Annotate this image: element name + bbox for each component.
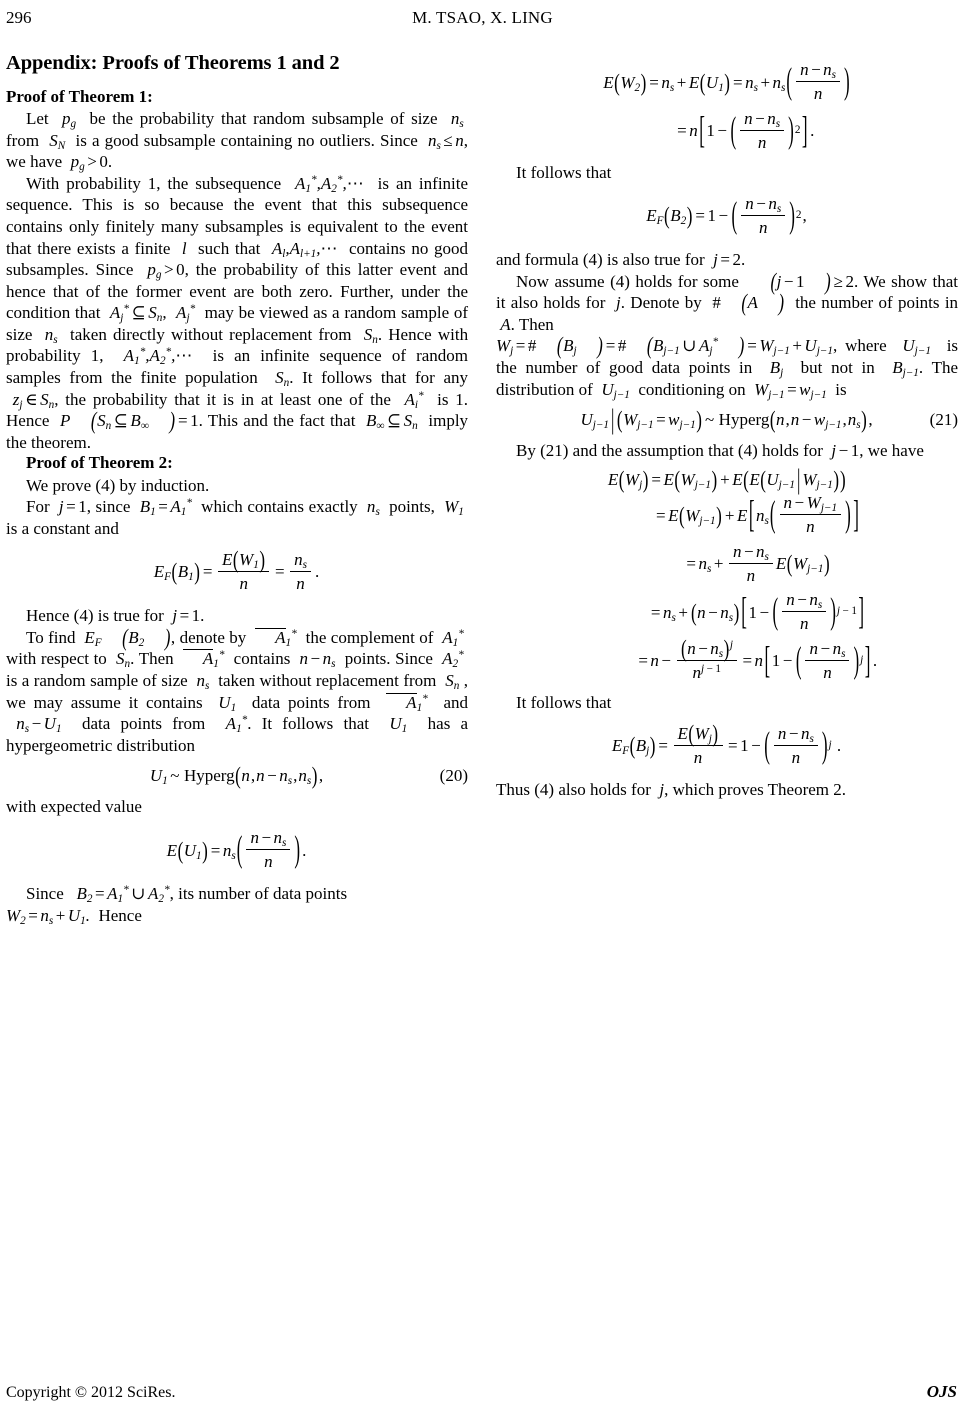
math-Uj-minus-1: $U_{j-1}$ [894, 336, 931, 358]
math-pg: $p_g$ [55, 108, 77, 131]
paragraph-it-follows-2: It follows that [516, 692, 612, 712]
copyright-notice: Copyright © 2012 SciRes. [6, 1384, 176, 1401]
text-fragment: , we have [859, 441, 924, 461]
text-fragment: . [741, 250, 746, 270]
text-fragment: and [443, 692, 469, 712]
text-fragment: imply the theorem. [6, 411, 469, 452]
math-Sn4: $S_n$ [440, 670, 460, 693]
journal-abbreviation: OJS [926, 1382, 957, 1401]
math-W2-eq: $W_2 = n_s + U_1$. [6, 905, 95, 928]
text-fragment: be the probability that random subsample of size [89, 108, 438, 128]
text-fragment: , where [832, 336, 887, 356]
text-fragment: . Then [510, 314, 554, 334]
text-fragment: with respect to [6, 649, 107, 669]
text-fragment: , the probability that it is in at least one of the [54, 389, 391, 409]
math-ns4: $n_s$ [192, 670, 210, 693]
text-fragment: , its number of data points [169, 884, 348, 904]
paragraph-theorem1-intro [6, 108, 468, 173]
math-A1star2: $A_1^*$ [215, 714, 248, 736]
text-fragment: is a good subsample containing no outliers. Since [75, 130, 418, 150]
text-fragment: which contains exactly [201, 497, 358, 517]
equation-line: E ( $W_j$ ) = E ( $W_{j-1}$ ) + E ( E ( $U_{j-1}$ | $W_{j-1}$ ) ) [607, 462, 846, 496]
math-j-final: j [655, 779, 665, 799]
text-fragment: Now assume (4) holds for some [516, 271, 739, 291]
text-fragment: data points from [251, 692, 371, 712]
text-fragment: is an infinite sequence. This is so because the event that this subsequence contains only finitely many subsamples is equivalent to the event that there exists a finite [6, 173, 469, 258]
text-fragment: . It follows that for any [289, 368, 468, 388]
equation-line: = n [ 1 − ( $\frac{n - n_s}{n}$ ) 2 ] . [677, 108, 815, 152]
math-pg-gt-0: $p_g > 0$ [66, 152, 108, 174]
text-fragment: For [26, 497, 50, 517]
appendix-title: Appendix: Proofs of Theorems 1 and 2 [6, 52, 340, 74]
text-fragment: the number of points in [795, 293, 959, 313]
math-Sn2: $S_n$ [266, 368, 290, 390]
paragraph-by-21 [496, 440, 958, 462]
text-fragment: conditioning on [638, 379, 746, 399]
text-fragment: has a hypergeometric distribution [6, 714, 469, 755]
math-ns: $n_s$ [444, 108, 464, 131]
text-fragment: taken directly without replacement from [70, 324, 352, 344]
text-fragment: is a random sample of size [6, 670, 188, 690]
math-j-eq-1: j = 1 [54, 497, 87, 517]
equation-E-W2 [496, 60, 958, 154]
text-fragment: . [107, 152, 113, 172]
paragraph-conclusion [496, 779, 958, 801]
math-Aj-star: $A_j^*$ [171, 303, 196, 325]
text-fragment: , [162, 303, 167, 323]
text-fragment: . Then [130, 649, 174, 669]
math-A1star-complement: $A_1^*$ [251, 628, 301, 647]
paragraph-B2-union [6, 883, 468, 926]
equation-line: = $n_s$ + $\frac{n - n_s}{n}$ E ( $W_{j-1}$ ) [686, 541, 830, 585]
running-head [6, 8, 959, 30]
math-l: l [176, 238, 193, 258]
equation-E-Wj-derivation [496, 462, 958, 684]
math-Sn3: $S_n$ [111, 649, 131, 671]
equation-line: E ( $W_2$ ) = $n_s$ + E ( $U_1$ ) = $n_s$ + $n_s$ ( $\frac{n - n_s}{n}$ ) [603, 60, 850, 104]
text-fragment: Hence [98, 905, 142, 925]
text-fragment: contains no good subsamples. Since [6, 238, 469, 280]
text-fragment: Let [26, 108, 49, 128]
text-fragment: from [6, 130, 40, 150]
equation-E-U1: E ( $U_1$ ) = $n_s$ ( $\frac{n - n_s}{n}$ ) . [166, 828, 307, 872]
math-Sn: $S_n$ [357, 324, 378, 347]
page-footer [6, 1382, 957, 1402]
math-j-eq-1b: j = 1 [168, 606, 201, 626]
text-fragment: contains [233, 649, 291, 669]
text-fragment: , since [86, 497, 131, 517]
right-column [496, 52, 958, 801]
equation-20-number: (20) [439, 766, 468, 786]
equation-line: = $n_s$ + ( n − $n_s$ ) [ 1 − ( $\frac{n - n_s}{n}$ ) j − 1 ] [650, 589, 865, 634]
math-Uj-minus-1b: $U_{j-1}$ [597, 379, 630, 401]
math-P-Sn-subset-Binf: P ($S_n$ ⊆ $B_\infty$ ) = 1 [54, 406, 199, 435]
math-Wj-recursion: $W_j$ = # ($B_j$ ) = # ($B_{j-1}$ ∪ $A_j^*$ ) = $W_{j-1} + U_{j-1}$ [496, 332, 833, 360]
math-j-eq-2: j = 2 [708, 250, 741, 270]
text-fragment: , which proves Theorem 2. [664, 779, 847, 799]
text-fragment: With probability 1, the subsequence [26, 173, 282, 193]
math-zj-in-Sn: $z_j$ ∈ $S_n$ [6, 389, 55, 411]
paragraph-induction-step [496, 267, 959, 401]
running-head-authors: M. TSAO, X. LING [412, 8, 553, 27]
text-fragment: . Hence with probability 1, [6, 324, 469, 366]
math-Binf-subset-Sn: $B_\infty$ ⊆ $S_n$ [360, 411, 418, 433]
proof-of-theorem-1-heading: Proof of Theorem 1: [6, 86, 153, 106]
paragraph-it-follows-1: It follows that [516, 163, 612, 182]
proof-of-theorem-2-heading: Proof of Theorem 2: [26, 453, 173, 473]
text-fragment: Thus (4) also holds for [496, 779, 651, 799]
text-fragment: is [835, 379, 847, 399]
equation-21-number: (21) [929, 410, 958, 430]
math-A2star: $A_2^*$ [437, 649, 464, 671]
math-SN: $S_N$ [44, 130, 66, 152]
math-j-minus-1: j − 1 [827, 441, 860, 461]
equation-EF-B1: $E_F$ ( $B_1$ ) = $\frac{E(W_1)}{n}$ = $\frac{n_s}{n}$ . [153, 545, 320, 594]
equation-20: $U_1$ ~ Hyperg(n,n − $n_s,n_s$), (20) [149, 761, 468, 790]
math-B1-eq-A1star: $B_1 = A_1^*$ [135, 497, 192, 519]
text-fragment: , we have [6, 130, 469, 172]
equation-line: = n − $\frac{(n - n_s)^j}{n^{j - 1}}$ = n [ 1 − ( $\frac{n - n_s}{n}$ ) j ] . [638, 634, 878, 682]
text-fragment: is 1. Hence [6, 389, 469, 431]
equation-21: $U_{j-1}$ | $(W_{j-1} = w_{j-1})$ ~ Hyperg(n,n − $w_{j-1},n_s$), (21) [580, 403, 958, 436]
page-body [6, 52, 959, 927]
math-B2-eq-union: $B_2 = A_1^*$ ∪ $A_2^*$ [68, 884, 170, 906]
text-fragment: is a constant and [6, 519, 119, 539]
text-fragment: may be viewed as a random sample of size [6, 303, 468, 344]
math-n-minus-ns: $n - n_s$ [294, 649, 336, 671]
math-Bj: $B_j$ [761, 358, 784, 380]
text-fragment: is an infinite sequence of random samples from the finite population [6, 346, 469, 388]
paragraph-base-case-conclusion [6, 605, 468, 627]
paragraph-formula4-j2 [496, 249, 958, 271]
text-fragment: points. Since [344, 649, 433, 669]
text-fragment: and formula (4) is also true for [496, 250, 705, 270]
math-U1: $U_1$ [210, 692, 237, 714]
math-EF-B2: $E_F$ ($B_2$ ) [79, 623, 171, 651]
text-fragment: points, [389, 497, 435, 517]
math-A1-A2-star-seq2: $A_1^*,A_2^*,\cdots$ [113, 346, 193, 368]
math-W1: $W_1$ [439, 497, 464, 519]
math-ns-leq-n: $n_s \le n$ [422, 130, 464, 152]
text-fragment: . It follows that [247, 714, 369, 734]
math-j-minus-1-geq-2: (j − 1 ) ≥ 2 [770, 267, 854, 295]
text-fragment: . Denote by [620, 293, 702, 313]
math-pg-gt-0b: $p_g > 0$ [140, 260, 185, 282]
paragraph-induction-intro: We prove (4) by induction. [26, 475, 210, 495]
paragraph-EF-B2-derivation [6, 623, 469, 757]
text-fragment: but not in [800, 358, 875, 378]
math-A1star: $A_1^*$ [437, 627, 464, 649]
math-Aj-subset-Sn: $A_j^*$ ⊆ $S_n$ [105, 303, 163, 325]
text-fragment: . The distribution of [496, 358, 958, 399]
math-ns3: $n_s$ [362, 497, 380, 519]
math-ns2: $n_s$ [38, 324, 58, 347]
text-fragment: , the probability of this latter event and hence that of the former event are both zero. Further, under the condition that [6, 260, 469, 323]
text-fragment: . [200, 606, 205, 626]
equation-EF-B2: $E_F$ ( $B_2$ ) = 1 − ( $\frac{n - n_s}{n}$ ) 2 , [646, 193, 807, 237]
math-Wj-minus-1-eq-wj-minus-1: $W_{j-1} = w_{j-1}$ [749, 379, 827, 401]
math-A: A [496, 314, 511, 334]
paragraph-infinite-sequence [6, 173, 468, 454]
paragraph-base-case [6, 496, 468, 539]
paragraph-expected-value-lead: with expected value [6, 797, 142, 817]
math-A1star-complement3: $A_1^*$ [378, 693, 435, 712]
text-fragment: such that [198, 238, 261, 258]
text-fragment: To find [26, 627, 76, 647]
text-fragment: . We show that it also holds for [496, 271, 959, 313]
text-fragment: taken without replacement from [218, 670, 437, 690]
text-fragment: , denote by [170, 627, 247, 647]
math-hash-A: # (A ) [712, 288, 785, 317]
text-fragment: is the number of good data points in [496, 336, 959, 378]
text-fragment: Hence (4) is true for [26, 606, 164, 626]
text-fragment: Since [26, 884, 64, 904]
math-A1star-complement2: $A_1^*$ [178, 649, 229, 668]
page-number: 296 [6, 8, 32, 27]
text-fragment: the complement of [305, 627, 434, 647]
text-fragment: , we may assume it contains [6, 670, 468, 712]
equation-line: = E ( $W_{j-1}$ ) + E [ $n_s$ ( $\frac{n - W_{j-1}}{n}$ ) ] [656, 492, 859, 537]
math-Al-seq: $A_l,A_{l+1},\cdots$ [266, 238, 338, 260]
math-Ai-star: $A_i^*$ [397, 389, 424, 411]
text-fragment: By (21) and the assumption that (4) holds for [516, 441, 823, 461]
math-j: j [610, 293, 621, 313]
math-ns-minus-U1: $n_s - U_1$ [6, 714, 62, 736]
math-Bj-minus-1: $B_{j-1}$ [883, 358, 919, 380]
text-fragment: data points from [81, 714, 206, 734]
math-U1b: $U_1$ [379, 714, 408, 736]
math-A1-A2-star-seq: $A_1^*,A_2^*,\cdots$ [288, 173, 364, 195]
text-fragment: . This and the fact that [198, 411, 356, 431]
left-column [6, 52, 468, 927]
equation-EF-Bj: $E_F$ ( $B_j$ ) = $\frac{E(W_j)}{n}$ = 1 − ( $\frac{n - n_s}{n}$ ) j . [611, 719, 842, 767]
